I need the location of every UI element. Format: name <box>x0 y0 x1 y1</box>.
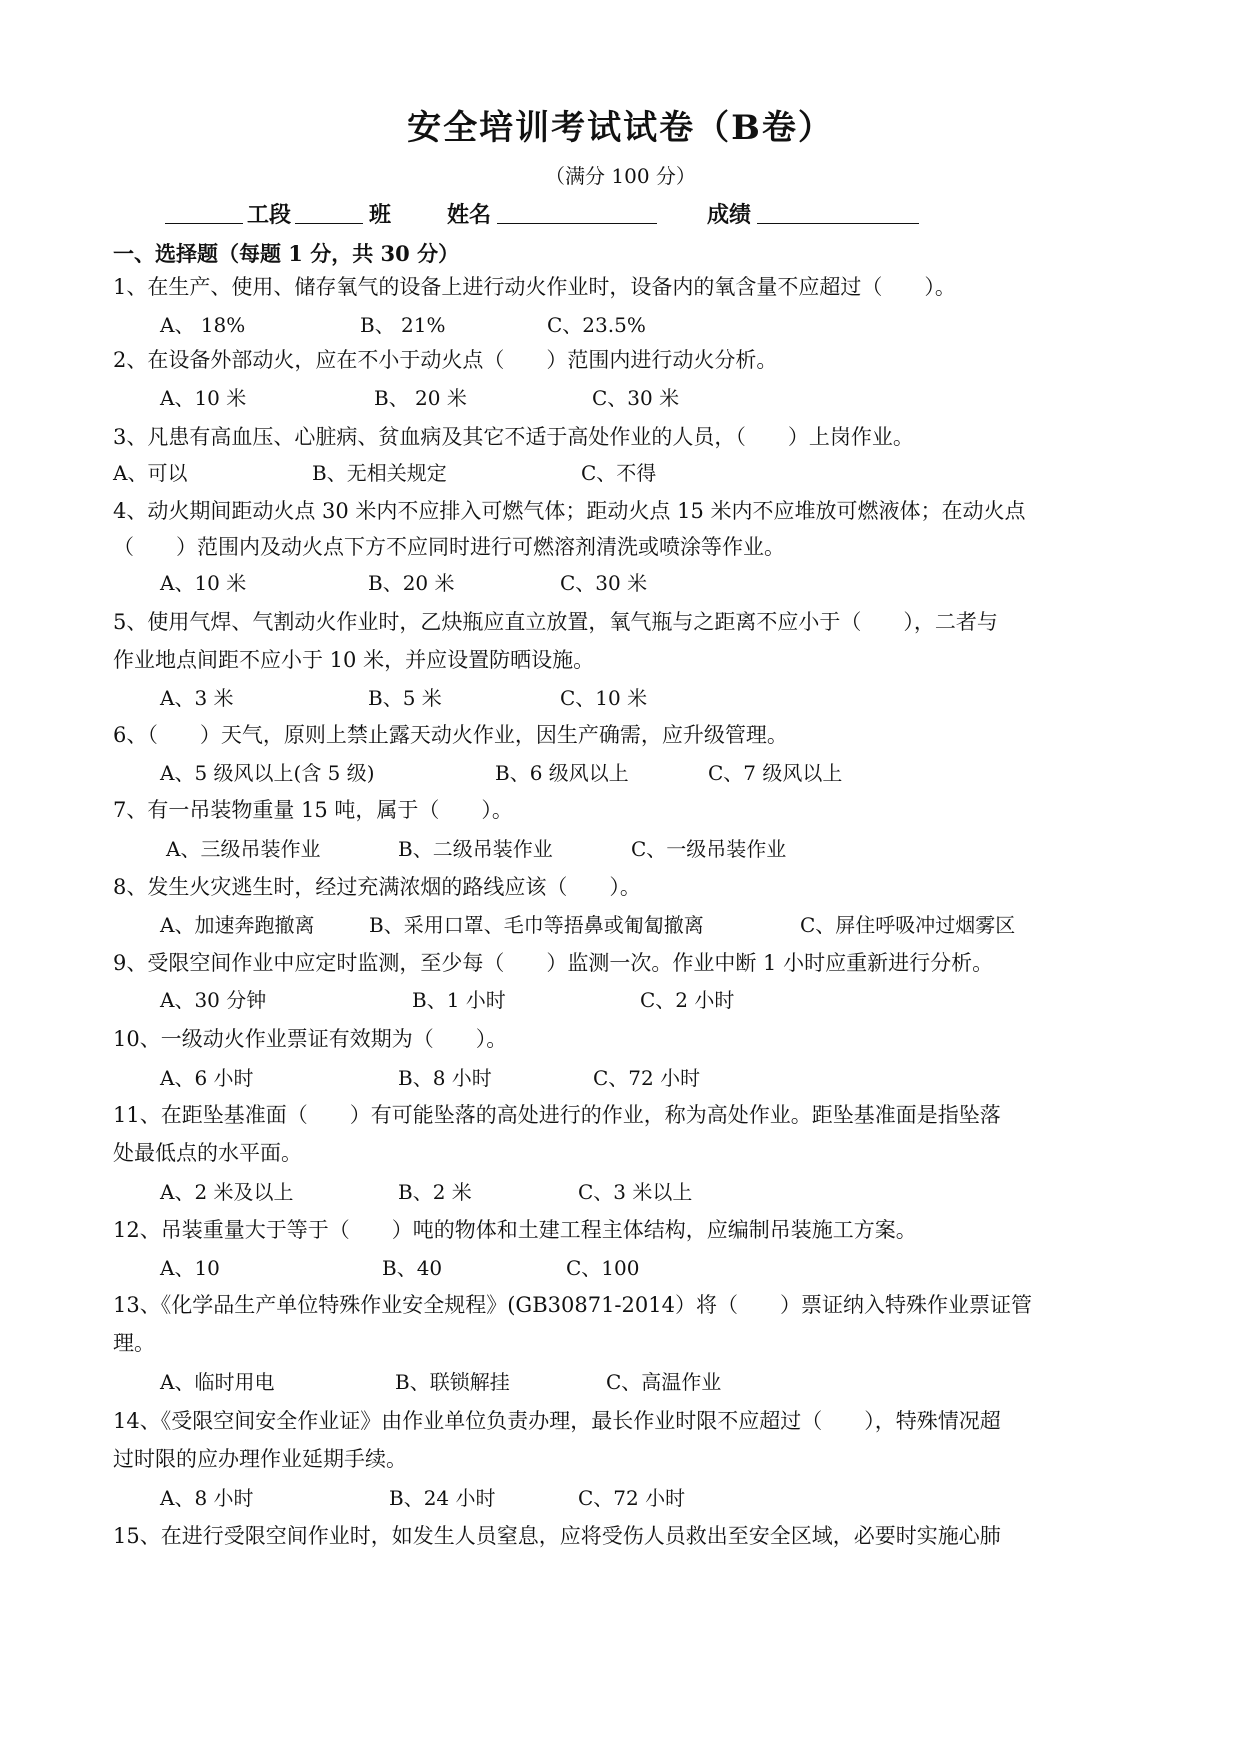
question-2-text: 2、在设备外部动火，应在不小于动火点（ ）范围内进行动火分析。 <box>113 348 778 372</box>
question-1-option-c: C、23.5% <box>547 313 646 337</box>
question-10-option-b: B、8 小时 <box>398 1066 492 1090</box>
score-label: 成绩 <box>707 202 752 228</box>
question-13-option-b: B、联锁解挂 <box>395 1370 510 1394</box>
question-11-text: 11、在距坠基准面（ ）有可能坠落的高处进行的作业，称为高处作业。距坠基准面是指坠落 <box>113 1103 1001 1127</box>
question-12-option-b: B、40 <box>382 1256 443 1280</box>
question-2-option-a: A、10 米 <box>160 386 247 410</box>
question-14-text: 14、《受限空间安全作业证》由作业单位负责办理，最长作业时限不应超过（ ），特殊情况超 <box>113 1409 1001 1433</box>
question-13-text: 13、《化学品生产单位特殊作业安全规程》(GB30871-2014）将（ ）票证纳入特殊作业票证管 <box>113 1293 1032 1317</box>
question-11-option-b: B、2 米 <box>398 1180 472 1204</box>
question-3-text: 3、凡患有高血压、心脏病、贫血病及其它不适于高处作业的人员，（ ）上岗作业。 <box>113 425 914 449</box>
question-6-option-b: B、6 级风以上 <box>495 761 629 785</box>
question-11-option-c: C、3 米以上 <box>578 1180 693 1204</box>
question-3-option-b: B、无相关规定 <box>312 461 447 485</box>
question-9-option-c: C、2 小时 <box>640 988 735 1012</box>
question-7-option-b: B、二级吊装作业 <box>398 837 553 861</box>
question-9-text: 9、受限空间作业中应定时监测，至少每（ ）监测一次。作业中断 1 小时应重新进行分析。 <box>113 951 994 975</box>
question-9-option-a: A、30 分钟 <box>160 988 267 1012</box>
question-3-option-a: A、可以 <box>113 461 188 485</box>
question-5-option-a: A、3 米 <box>160 686 234 710</box>
page-subtitle: （满分 100 分） <box>545 164 696 188</box>
question-6-text: 6、（ ）天气，原则上禁止露天动火作业，因生产确需，应升级管理。 <box>113 723 788 747</box>
question-7-text: 7、有一吊装物重量 15 吨，属于（ ）。 <box>113 798 513 822</box>
question-2-option-c: C、30 米 <box>592 386 680 410</box>
page-title: 安全培训考试试卷（B卷） <box>407 108 834 148</box>
score-blank[interactable] <box>757 199 919 224</box>
question-1-option-a: A、 18% <box>160 313 246 337</box>
section-heading: 一、选择题（每题 1 分，共 30 分） <box>113 241 460 266</box>
question-14-option-a: A、8 小时 <box>160 1486 254 1510</box>
question-8-option-a: A、加速奔跑撤离 <box>160 913 315 937</box>
section-blank[interactable] <box>165 199 243 224</box>
name-label: 姓名 <box>447 202 492 228</box>
question-13-option-c: C、高温作业 <box>606 1370 722 1394</box>
question-4-text: 4、动火期间距动火点 30 米内不应排入可燃气体；距动火点 15 米内不应堆放可燃液体；在动火点 <box>113 499 1026 523</box>
question-8-text: 8、发生火灾逃生时，经过充满浓烟的路线应该（ ）。 <box>113 875 641 899</box>
question-5-text: 作业地点间距不应小于 10 米，并应设置防晒设施。 <box>113 648 595 672</box>
question-3-option-c: C、不得 <box>581 461 657 485</box>
question-13-option-a: A、临时用电 <box>160 1370 275 1394</box>
class-label: 班 <box>369 202 392 228</box>
question-5-text: 5、使用气焊、气割动火作业时，乙炔瓶应直立放置，氧气瓶与之距离不应小于（ ），二者与 <box>113 610 998 634</box>
question-6-option-a: A、5 级风以上(含 5 级) <box>160 761 375 785</box>
class-blank[interactable] <box>295 199 363 224</box>
section-label: 工段 <box>247 202 292 228</box>
question-4-option-a: A、10 米 <box>160 571 247 595</box>
question-14-option-c: C、72 小时 <box>578 1486 686 1510</box>
question-5-option-c: C、10 米 <box>560 686 648 710</box>
name-blank[interactable] <box>497 199 657 224</box>
question-5-option-b: B、5 米 <box>368 686 442 710</box>
question-8-option-b: B、采用口罩、毛巾等捂鼻或匍匐撤离 <box>369 913 704 937</box>
question-7-option-c: C、一级吊装作业 <box>631 837 787 861</box>
question-12-option-c: C、100 <box>566 1256 640 1280</box>
question-6-option-c: C、7 级风以上 <box>708 761 843 785</box>
question-4-option-b: B、20 米 <box>368 571 455 595</box>
question-15-text: 15、在进行受限空间作业时，如发生人员窒息，应将受伤人员救出至安全区域，必要时实施心肺 <box>113 1524 1001 1548</box>
question-1-text: 1、在生产、使用、储存氧气的设备上进行动火作业时，设备内的氧含量不应超过（ ）。 <box>113 275 956 299</box>
question-12-option-a: A、10 <box>160 1256 220 1280</box>
question-4-text: （ ）范围内及动火点下方不应同时进行可燃溶剂清洗或喷涂等作业。 <box>113 535 785 559</box>
question-1-option-b: B、 21% <box>360 313 446 337</box>
question-10-option-a: A、6 小时 <box>160 1066 254 1090</box>
question-14-text: 过时限的应办理作业延期手续。 <box>113 1447 407 1471</box>
question-4-option-c: C、30 米 <box>560 571 648 595</box>
question-7-option-a: A、三级吊装作业 <box>166 837 321 861</box>
question-11-text: 处最低点的水平面。 <box>113 1141 302 1165</box>
question-2-option-b: B、 20 米 <box>374 386 467 410</box>
question-13-text: 理。 <box>113 1331 155 1355</box>
question-11-option-a: A、2 米及以上 <box>160 1180 294 1204</box>
question-9-option-b: B、1 小时 <box>412 988 506 1012</box>
question-10-option-c: C、72 小时 <box>593 1066 701 1090</box>
info-row <box>165 198 1065 230</box>
question-8-option-c: C、屏住呼吸冲过烟雾区 <box>800 913 1016 937</box>
question-14-option-b: B、24 小时 <box>389 1486 496 1510</box>
question-10-text: 10、一级动火作业票证有效期为（ ）。 <box>113 1027 508 1051</box>
question-12-text: 12、吊装重量大于等于（ ）吨的物体和土建工程主体结构，应编制吊装施工方案。 <box>113 1218 917 1242</box>
